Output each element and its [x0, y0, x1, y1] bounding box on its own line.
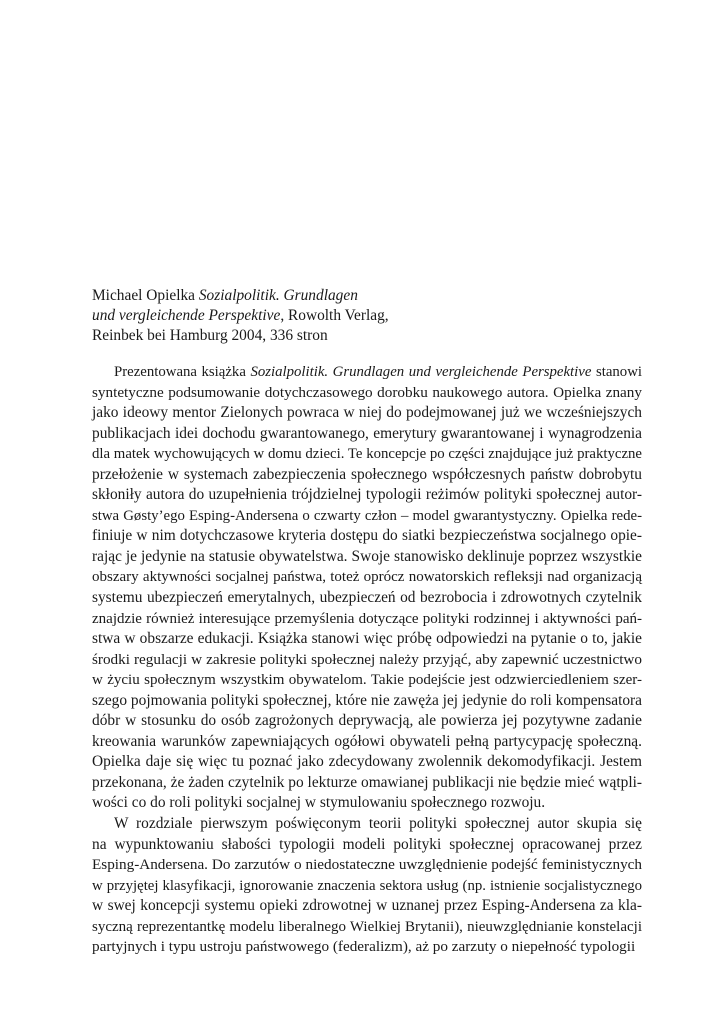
paragraph-1	[92, 362, 642, 814]
text-line: skłoniły autora do uzupełnienia trójdzielnej typologii reżimów polityki społecznej autor-	[92, 486, 642, 504]
citation-line-2	[92, 306, 642, 326]
document-page	[92, 286, 642, 958]
book-title-italic: Sozialpolitik. Grundlagen und vergleichende Perspektive	[250, 364, 592, 380]
text-line: stwa w obszarze edukacji. Książka stanowi więc próbę odpowiedzi na pytanie o to, jakie	[92, 630, 642, 648]
text-segment: Prezentowana książka	[114, 364, 251, 380]
text-line: systemu ubezpieczeń emerytalnych, ubezpieczeń od bezrobocia i zdrowotnych czytelnik	[92, 589, 642, 607]
text-line: finiuje w nim dotychczasowe kryteria dostępu do siatki bezpieczeństwa socjalnego opie-	[92, 527, 642, 545]
text-line: przekonana, że żaden czytelnik po lekturze omawianej publikacji nie będzie mieć wątpli-	[92, 773, 642, 791]
text-line: obszary aktywności socjalnej państwa, toteż oprócz nowatorskich refleksji nad organizacją	[92, 569, 642, 586]
text-line: dla matek wychowujących w domu dzieci. Te koncepcje po części znajdujące już praktyczne	[92, 446, 642, 463]
text-line: partyjnych i typu ustroju państwowego (federalizm), aż po zarzuty o niepełność typologii	[92, 938, 636, 956]
citation-title-part1: Sozialpolitik. Grundlagen	[198, 287, 358, 304]
text-line: wości co do roli polityki socjalnej w stymulowaniu społecznego rozwoju.	[92, 794, 546, 812]
citation-line-3: Reinbek bei Hamburg 2004, 336 stron	[92, 327, 328, 344]
citation-title-part2: und vergleichende Perspektive	[92, 307, 281, 324]
citation-line-1	[92, 286, 642, 306]
text-segment: stanowi	[591, 364, 642, 380]
citation-publisher: , Rowolth Verlag,	[280, 307, 389, 324]
text-line: kreowania warunków zapewniających ogółowi obywateli pełną partycypację społeczną.	[92, 732, 642, 750]
text-line: dóbr w stosunku do osób zagrożonych deprywacją, ale powierza jej pozytywne zadanie	[92, 712, 642, 730]
text-line: W rozdziale pierwszym poświęconym teorii polityki społecznej autor skupia się	[114, 815, 642, 833]
text-line: w życiu społecznym wszystkim obywatelom. Takie podejście jest odzwierciedleniem szer-	[92, 672, 642, 689]
text-line: syczną reprezentantkę modelu liberalnego Wielkiej Brytanii), nieuwzględnianie konstelacji	[92, 918, 642, 935]
text-line: syntetyczne podsumowanie dotychczasowego dorobku naukowego autora. Opielka znany	[92, 383, 642, 401]
citation-author: Michael Opielka	[92, 287, 195, 304]
text-line: rając je jedynie na statusie obywatelstwa. Swoje stanowisko deklinuje poprzez wszystkie	[92, 547, 642, 565]
review-body	[92, 362, 642, 958]
text-line: na wypunktowaniu słabości typologii modeli polityki społecznej opracowanej przez	[92, 835, 642, 853]
text-line: w przyjętej klasyfikacji, ignorowanie znaczenia sektora usług (np. istnienie socjalistycznego	[92, 877, 642, 894]
text-line: publikacjach idei dochodu gwarantowanego, emerytury gwarantowanej i wynagrodzenia	[92, 424, 642, 442]
text-line: w swej koncepcji systemu opieki zdrowotnej w uznanej przez Esping-Andersena za kla-	[92, 897, 642, 915]
text-line: Opielka daje się więc tu poznać jako zdecydowany zwolennik dekomodyfikacji. Jestem	[92, 753, 642, 771]
paragraph-2	[92, 814, 642, 958]
book-citation	[92, 286, 642, 346]
text-line: jako ideowy mentor Zielonych powraca w niej do podejmowanej już we wcześniejszych	[92, 404, 642, 422]
text-line: szego pojmowania polityki społecznej, które nie zawęża jej jedynie do roli kompensatora	[92, 691, 642, 709]
text-line: Esping-Andersena. Do zarzutów o niedostateczne uwzględnienie podejść feministycznych	[92, 856, 642, 874]
text-line	[92, 362, 642, 383]
text-line: przełożenie w systemach zabezpieczenia społecznego współczesnych państw dobrobytu	[92, 465, 642, 483]
text-line: stwa Gøsty’ego Esping-Andersena o czwarty człon – model gwarantystyczny. Opielka rede-	[92, 507, 642, 524]
text-line: znajdzie również interesujące przemyślenia dotyczące polityki rodzinnej i aktywności pań-	[92, 610, 642, 627]
text-line: środki regulacji w zakresie polityki społecznej należy przyjąć, aby zapewnić uczestnictwo	[92, 650, 642, 668]
